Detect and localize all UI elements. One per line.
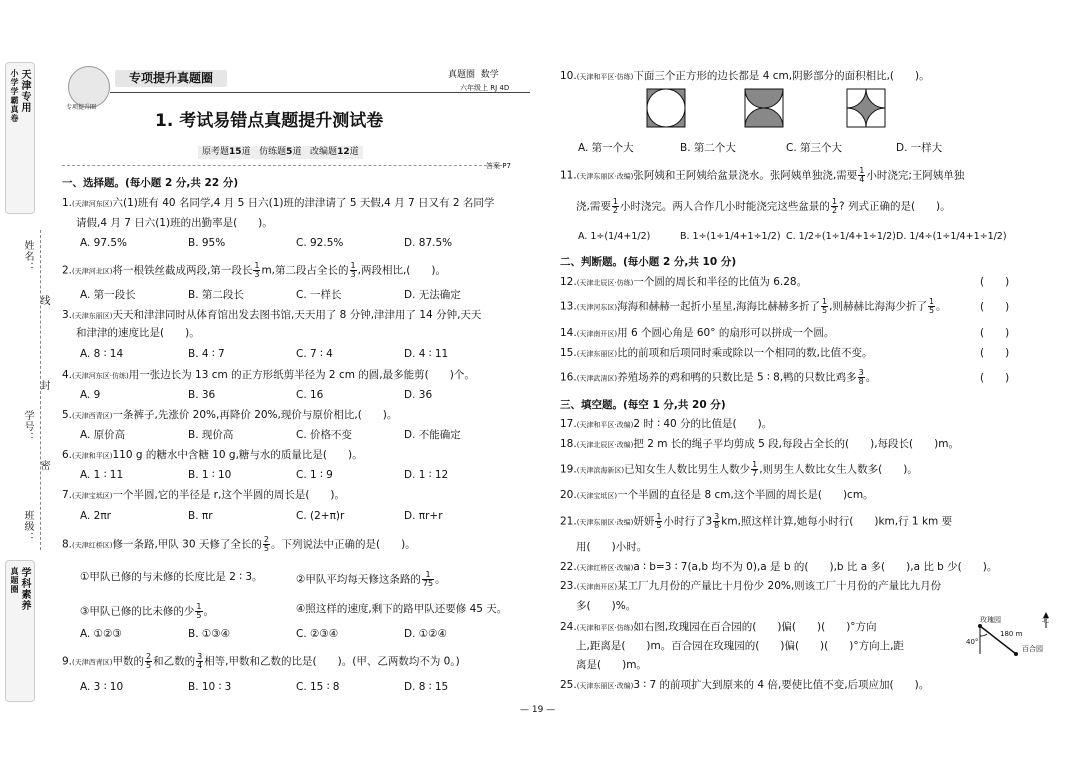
f19-f-den: 7 — [752, 469, 758, 478]
right-page — [520, 0, 1080, 763]
q2-fraction-1 — [253, 262, 260, 279]
q11-num: 11. — [560, 169, 577, 182]
f24-text1: 如右图,玫瑰园在百合园的( )偏( )( )°方向 — [633, 621, 877, 633]
q11-f1-den: 4 — [859, 175, 865, 184]
f22-line — [560, 561, 997, 575]
q8-statement-4: ④照这样的速度,剩下的路甲队还要修 45 天。 — [296, 603, 508, 615]
header-banner: 专项提升真题圈 — [115, 70, 227, 87]
q9-text-b: 和乙数的 — [153, 655, 196, 668]
f19-num: 19. — [560, 463, 577, 476]
q9-option-d[interactable]: D. 8 ∶ 15 — [404, 681, 449, 693]
section-fill-title: 三、填空题。(每空 1 分,共 20 分) — [560, 399, 726, 411]
q10-figure-2 — [744, 88, 794, 128]
q8-text-a: 修一条路,甲队 30 天修了全长的 — [112, 538, 262, 551]
f19-f-num: 1 — [752, 460, 758, 469]
j12-source: (天津北辰区·仿练) — [576, 279, 634, 287]
q1-option-b[interactable]: B. 95% — [188, 237, 226, 249]
q11-option-a[interactable]: A. 1÷(1/4+1/2) — [578, 231, 651, 242]
q7-option-d[interactable]: D. πr+r — [404, 510, 443, 522]
q2-source: (天津河北区) — [72, 267, 113, 276]
q2-option-d[interactable]: D. 无法确定 — [404, 289, 461, 301]
f17-line — [560, 418, 772, 432]
q8-statement-2 — [296, 571, 446, 588]
f22-num: 22. — [560, 561, 577, 573]
grade-label: 六年级上 RJ 4D — [460, 84, 510, 92]
q8-source: (天津红桥区) — [72, 541, 113, 550]
f23-line1 — [560, 580, 941, 594]
q5-text1: 一条裤子,先涨价 20%,再降价 20%,现价与原价相比,( )。 — [112, 409, 398, 421]
q8-line — [62, 536, 416, 553]
q1-option-d[interactable]: D. 87.5% — [404, 237, 453, 249]
f21-text-a: 妍妍 — [633, 515, 655, 528]
q8-option-c[interactable]: C. ②③④ — [296, 628, 339, 640]
j12-line — [560, 276, 807, 290]
f24-source: (天津和平区·仿练) — [576, 624, 634, 632]
section-choice-title: 一、选择题。(每小题 2 分,共 22 分) — [62, 177, 239, 189]
count-c-num: 12 — [337, 147, 350, 157]
sidebar-bottom-line1: 学科素养 — [19, 567, 30, 611]
j13-f1-den: 5 — [822, 306, 828, 315]
f24-line1 — [560, 621, 877, 635]
j13-f2-num: 1 — [928, 297, 935, 306]
q8-f-num: 2 — [263, 535, 269, 544]
q7-source: (天津宝坻区) — [72, 492, 113, 500]
q7-option-a[interactable]: A. 2πr — [80, 510, 111, 522]
q9-line — [62, 653, 460, 670]
j13-num: 13. — [560, 300, 577, 313]
j12-answer-box[interactable]: ( ) — [980, 276, 1010, 288]
q3-option-c[interactable]: C. 7 ∶ 4 — [296, 348, 333, 360]
q11-line1 — [560, 167, 964, 184]
q6-option-b[interactable]: B. 1 ∶ 10 — [188, 469, 232, 481]
f21-f1-den: 5 — [656, 521, 662, 530]
q6-num: 6. — [62, 449, 73, 461]
q5-num: 5. — [62, 409, 73, 421]
q2-f2-num: 1 — [350, 261, 356, 270]
q11-text-e: ? 列式正确的是( )。 — [839, 200, 951, 213]
f18-num: 18. — [560, 438, 577, 450]
map-label-angle: 40° — [966, 638, 979, 646]
f18-line — [560, 438, 959, 452]
q3-option-a[interactable]: A. 8 ∶ 14 — [80, 348, 124, 360]
q5-line1 — [62, 409, 397, 423]
q8-s3-num: 1 — [196, 602, 202, 611]
q9-f2-den: 4 — [197, 661, 203, 670]
q2-text-b: m,第二段占全长的 — [261, 264, 349, 277]
f21-whole: 3 — [705, 515, 713, 528]
f17-source: (天津和平区·改编) — [576, 421, 634, 429]
q11-f2-den: 2 — [612, 206, 618, 215]
q11-f2-num: 1 — [612, 197, 618, 206]
f23-source: (天津南开区) — [576, 583, 618, 591]
f19-line — [560, 461, 918, 478]
q10-option-c[interactable]: C. 第三个大 — [786, 142, 843, 154]
sidebar-label-id: 学号： — [22, 410, 33, 443]
q11-text-c: 浇,需要 — [576, 200, 611, 213]
count-a-unit: 道 — [241, 147, 251, 157]
count-c-label: 改编题 — [310, 147, 338, 157]
q1-text1: 六(1)班有 40 名同学,4 月 5 日六(1)班的津津请了 5 天假,4 月 7 日又有 2 名同学 — [112, 197, 495, 209]
q2-text-c: ,两段相比,( )。 — [357, 264, 446, 277]
j16-num: 16. — [560, 371, 577, 384]
q8-s2-end: 。 — [435, 573, 446, 586]
j13-fraction-2 — [928, 298, 935, 315]
f18-source: (天津北辰区·改编) — [576, 441, 634, 449]
q6-line1 — [62, 449, 363, 463]
q1-option-c[interactable]: C. 92.5% — [296, 237, 344, 249]
q8-s3-text: ③甲队已修的比未修的少 — [80, 605, 195, 618]
q5-option-a[interactable]: A. 原价高 — [80, 429, 126, 441]
q6-text1: 110 g 的糖水中含糖 10 g,糖与水的质量比是( )。 — [112, 449, 363, 461]
q9-option-b[interactable]: B. 10 ∶ 3 — [188, 681, 232, 693]
sidebar-bottom-tab — [5, 560, 35, 702]
q11-option-b[interactable]: B. 1÷(1÷1/4+1÷1/2) — [680, 231, 781, 242]
q7-text1: 一个半圆,它的半径是 r,这个半圆的周长是( )。 — [112, 489, 346, 501]
q2-option-a[interactable]: A. 第一段长 — [80, 289, 136, 301]
brand-1: 真题圈 — [448, 70, 476, 80]
j13-source: (天津河东区) — [576, 303, 618, 312]
map-label-rose: 玫瑰园 — [980, 616, 1001, 624]
q9-f1-num: 2 — [146, 652, 152, 661]
j13-fraction-1 — [821, 298, 828, 315]
brand-2: 数学 — [480, 70, 499, 80]
page-number: — 19 — — [520, 705, 556, 715]
q2-option-b[interactable]: B. 第二段长 — [188, 289, 244, 301]
f21-f2-num: 3 — [714, 512, 720, 521]
f22-source: (天津红桥区·改编) — [576, 564, 634, 572]
sidebar-label-line: 线 — [38, 295, 49, 306]
q11-fraction-2 — [612, 198, 619, 215]
q3-num: 3. — [62, 309, 73, 321]
q10-source: (天津和平区·仿练) — [576, 73, 634, 81]
j14-source: (天津南开区) — [576, 330, 618, 338]
q2-f2-den: 3 — [350, 270, 356, 279]
f21-text2: 用( )小时。 — [576, 541, 648, 553]
j16-text-b: 。 — [865, 371, 877, 384]
count-a-num: 15 — [229, 147, 242, 157]
q7-option-c[interactable]: C. (2+π)r — [296, 510, 345, 522]
q8-option-b[interactable]: B. ①③④ — [188, 628, 231, 640]
j13-f2-den: 5 — [928, 306, 935, 315]
f20-source: (天津宝坻区) — [576, 492, 618, 500]
q9-source: (天津西青区) — [72, 658, 113, 667]
q8-option-d[interactable]: D. ①②④ — [404, 628, 447, 640]
j15-answer-box[interactable]: ( ) — [980, 347, 1010, 359]
j15-source: (天津东丽区) — [576, 350, 618, 358]
f18-text: 把 2 m 长的绳子平均剪成 5 段,每段占全长的( ),每段长( )m。 — [633, 438, 959, 450]
q5-option-d[interactable]: D. 不能确定 — [404, 429, 461, 441]
q4-option-c[interactable]: C. 16 — [296, 389, 324, 401]
mascot-tag: 专项提升圈 — [66, 104, 97, 111]
f19-source: (天津滨海新区) — [576, 466, 625, 475]
j13-line — [560, 298, 947, 315]
q2-num: 2. — [62, 264, 73, 277]
sidebar-top-line1: 天津专用 — [19, 69, 30, 113]
section-judge-title: 二、判断题。(每小题 2 分,共 10 分) — [560, 256, 737, 268]
j14-answer-box[interactable]: ( ) — [980, 327, 1010, 339]
q5-option-b[interactable]: B. 现价高 — [188, 429, 234, 441]
j15-text: 比的前项和后项同时乘或除以一个相同的数,比值不变。 — [617, 347, 873, 359]
q11-fraction-1 — [858, 167, 865, 184]
sidebar-label-seal: 封 — [38, 380, 49, 391]
q6-option-a[interactable]: A. 1 ∶ 11 — [80, 469, 124, 481]
q6-option-d[interactable]: D. 1 ∶ 12 — [404, 469, 449, 481]
f23-num: 23. — [560, 580, 577, 592]
j16-text-a: 养殖场养的鸡和鸭的只数比是 5 ∶ 8,鸭的只数比鸡多 — [617, 371, 857, 384]
q10-option-a[interactable]: A. 第一个大 — [578, 142, 634, 154]
j12-num: 12. — [560, 276, 577, 288]
q7-num: 7. — [62, 489, 73, 501]
q1-line1 — [62, 197, 494, 211]
count-b-label: 仿练题 — [259, 147, 287, 157]
count-b-unit: 道 — [292, 147, 302, 157]
q4-line1 — [62, 369, 475, 383]
q2-fraction-2 — [350, 262, 357, 279]
f20-num: 20. — [560, 489, 577, 501]
q1-text2: 请假,4 月 7 日六(1)班的出勤率是( )。 — [76, 217, 273, 229]
sidebar-top-line2: 小学学霸真卷 — [10, 69, 19, 123]
q10-option-d[interactable]: D. 一样大 — [896, 142, 943, 154]
f21-line1 — [560, 513, 952, 530]
q6-option-c[interactable]: C. 1 ∶ 9 — [296, 469, 333, 481]
q9-option-c[interactable]: C. 15 ∶ 8 — [296, 681, 340, 693]
f21-f2-den: 8 — [714, 521, 720, 530]
q10-figure-3 — [846, 88, 896, 128]
q7-line1 — [62, 489, 345, 503]
q3-text1: 天天和津津同时从体育馆出发去图书馆,天天用了 8 分钟,津津用了 14 分钟,天天 — [112, 309, 482, 321]
q9-text-a: 甲数的 — [112, 655, 144, 668]
j12-text: 一个圆的周长和半径的比值为 6.28。 — [633, 276, 808, 288]
map-label-north: 北 — [1042, 616, 1049, 624]
q2-line — [62, 262, 446, 279]
f21-text-b: 小时行了 — [663, 515, 706, 528]
sidebar-label-name: 姓名： — [22, 240, 33, 273]
q8-s3-end: 。 — [203, 605, 215, 618]
header-rule — [110, 92, 530, 93]
f17-text: 2 时 ∶ 40 分的比值是( )。 — [633, 418, 773, 430]
q9-fraction-2 — [196, 653, 203, 670]
f20-text: 一个半圆的直径是 8 cm,这个半圆的周长是( )cm。 — [617, 489, 874, 501]
q7-option-b[interactable]: B. πr — [188, 510, 213, 522]
count-c-unit: 道 — [349, 147, 359, 157]
f17-num: 17. — [560, 418, 577, 430]
page-title: 1. 考试易错点真题提升测试卷 — [155, 111, 384, 131]
f19-text-b: ,则男生人数比女生人数多( )。 — [759, 463, 918, 476]
f21-num: 21. — [560, 515, 577, 528]
q5-source: (天津西青区) — [72, 412, 113, 420]
f21-f1-num: 1 — [656, 512, 662, 521]
q11-f1-num: 1 — [859, 166, 865, 175]
j16-fraction — [858, 369, 865, 386]
q9-f2-num: 3 — [197, 652, 203, 661]
q3-option-d[interactable]: D. 4 ∶ 11 — [404, 348, 449, 360]
count-b-num: 5 — [286, 147, 293, 157]
q4-option-d[interactable]: D. 36 — [404, 389, 433, 401]
q2-text-a: 将一根铁丝截成两段,第一段长 — [112, 264, 253, 277]
q8-statement-3 — [80, 603, 214, 620]
answer-ref: 答案 P7 — [486, 162, 511, 170]
j13-text-b: ,则赫赫比海海少折了 — [829, 300, 927, 313]
f23-text2: 多( )%。 — [576, 600, 637, 612]
j15-num: 15. — [560, 347, 577, 359]
q9-fraction-1 — [145, 653, 152, 670]
f25-text: 3 ∶ 7 的前项扩大到原来的 4 倍,要使比值不变,后项应加( )。 — [633, 679, 930, 691]
q8-s3-den: 5 — [196, 611, 202, 620]
j16-answer-box[interactable]: ( ) — [980, 372, 1010, 384]
f22-text: a ∶ b=3 ∶ 7(a,b 均不为 0),a 是 b 的( ),b 比 a 多( ),a 比 b 少( )。 — [633, 561, 998, 573]
q4-source: (天津河东区·仿练) — [72, 372, 129, 380]
q9-option-a[interactable]: A. 3 ∶ 10 — [80, 681, 124, 693]
sidebar-label-class: 班级： — [22, 510, 33, 543]
q1-option-a[interactable]: A. 97.5% — [80, 237, 128, 249]
j16-source: (天津武清区) — [576, 374, 618, 383]
j13-text-c: 。 — [936, 300, 947, 313]
q3-text2: 和津津的速度比是( )。 — [76, 327, 200, 339]
q8-option-a[interactable]: A. ①②③ — [80, 628, 122, 640]
f24-text2: 上,距离是( )m。百合园在玫瑰园的( )偏( )( )°方向上,距 — [576, 640, 904, 652]
q11-f3-num: 1 — [831, 197, 838, 206]
q2-f1-den: 3 — [254, 270, 260, 279]
q11-source: (天津东丽区·改编) — [576, 172, 634, 181]
j14-line — [560, 327, 834, 341]
q11-f3-den: 2 — [831, 206, 838, 215]
f24-num: 24. — [560, 621, 577, 633]
q11-option-c[interactable]: C. 1/2÷(1÷1/4+1÷1/2) — [786, 231, 896, 242]
q11-text-a: 张阿姨和王阿姨给盆景浇水。张阿姨单独浇,需要 — [633, 169, 858, 182]
q8-num: 8. — [62, 538, 73, 551]
q8-fraction — [263, 536, 270, 553]
q10-text1: 下面三个正方形的边长都是 4 cm,阴影部分的面积相比,( )。 — [633, 70, 930, 82]
q8-s2-den: 75 — [422, 579, 434, 588]
map-label-distance: 180 m — [1000, 630, 1023, 638]
q4-option-b[interactable]: B. 36 — [188, 389, 216, 401]
f19-text-a: 已知女生人数比男生人数少 — [624, 463, 751, 476]
j13-f1-num: 1 — [822, 297, 828, 306]
sidebar-label-secret: 密 — [38, 460, 49, 471]
map-label-lily: 百合园 — [1022, 645, 1043, 653]
count-a-label: 原考题 — [202, 147, 230, 157]
j13-text-a: 海海和赫赫一起折小星星,海海比赫赫多折了 — [617, 300, 821, 313]
q10-option-b[interactable]: B. 第二个大 — [680, 142, 736, 154]
f21-fraction-2 — [713, 513, 720, 530]
q3-source: (天津东丽区) — [72, 312, 113, 320]
f25-line — [560, 679, 929, 693]
q10-figure-1 — [646, 88, 696, 128]
q5-option-c[interactable]: C. 价格不变 — [296, 429, 353, 441]
j16-f-den: 8 — [858, 377, 864, 386]
j14-text: 用 6 个圆心角是 60° 的扇形可以拼成一个圆。 — [617, 327, 835, 339]
q4-text1: 用一张边长为 13 cm 的正方形纸剪半径为 2 cm 的圆,最多能剪( )个。 — [128, 369, 475, 381]
question-counts — [198, 146, 363, 159]
q9-num: 9. — [62, 655, 73, 668]
sidebar-bottom-line2: 真题圈 — [10, 567, 19, 594]
q11-option-d[interactable]: D. 1/4÷(1÷1/4+1÷1/2) — [896, 231, 1007, 242]
f25-num: 25. — [560, 679, 577, 691]
q1-num: 1. — [62, 197, 73, 209]
q11-fraction-3 — [831, 198, 838, 215]
j16-f-num: 3 — [858, 368, 864, 377]
f23-text1: 某工厂九月份的产量比十月份少 20%,则该工厂十月份的产量比九月份 — [617, 580, 942, 592]
q1-source: (天津河东区) — [72, 200, 113, 208]
sidebar-top-tab — [5, 62, 35, 214]
q2-f1-num: 1 — [254, 261, 260, 270]
f21-source: (天津东丽区·改编) — [576, 518, 634, 527]
f25-source: (天津东丽区·改编) — [576, 682, 634, 690]
q8-s2-text: ②甲队平均每天修这条路的 — [296, 573, 421, 586]
q8-text-b: 。下列说法中正确的是( )。 — [270, 538, 416, 551]
q4-num: 4. — [62, 369, 73, 381]
f24-text3: 离是( )m。 — [576, 659, 647, 671]
q11-text-b: 小时浇完;王阿姨单独 — [866, 169, 965, 182]
q3-option-b[interactable]: B. 4 ∶ 7 — [188, 348, 225, 360]
q9-f1-den: 5 — [146, 661, 152, 670]
f19-fraction — [751, 461, 758, 478]
f20-line — [560, 489, 874, 503]
q2-option-c[interactable]: C. 一样长 — [296, 289, 342, 301]
q8-s2-fraction — [422, 571, 434, 588]
q6-source: (天津和平区) — [72, 452, 113, 460]
q10-num: 10. — [560, 70, 577, 82]
q4-option-a[interactable]: A. 9 — [80, 389, 101, 401]
f21-text-c: km,照这样计算,她每小时行( )km,行 1 km 要 — [721, 515, 953, 528]
q9-text-c: 相等,甲数和乙数的比是( )。(甲、乙两数均不为 0。) — [204, 655, 460, 668]
q3-line1 — [62, 309, 481, 323]
j16-line — [560, 369, 876, 386]
j13-answer-box[interactable]: ( ) — [980, 301, 1010, 313]
q11-line2 — [576, 198, 951, 215]
q8-s2-num: 1 — [422, 571, 434, 580]
f21-fraction-1 — [655, 513, 662, 530]
q8-statement-1: ①甲队已修的与未修的长度比是 2 ∶ 3。 — [80, 571, 263, 583]
j14-num: 14. — [560, 327, 577, 339]
q8-s3-fraction — [195, 603, 202, 620]
answer-rule — [62, 165, 502, 166]
q10-line1 — [560, 70, 930, 84]
j15-line — [560, 347, 873, 361]
q8-f-den: 5 — [263, 544, 269, 553]
q11-text-d: 小时浇完。两人合作几小时能浇完这些盆景的 — [619, 200, 830, 213]
